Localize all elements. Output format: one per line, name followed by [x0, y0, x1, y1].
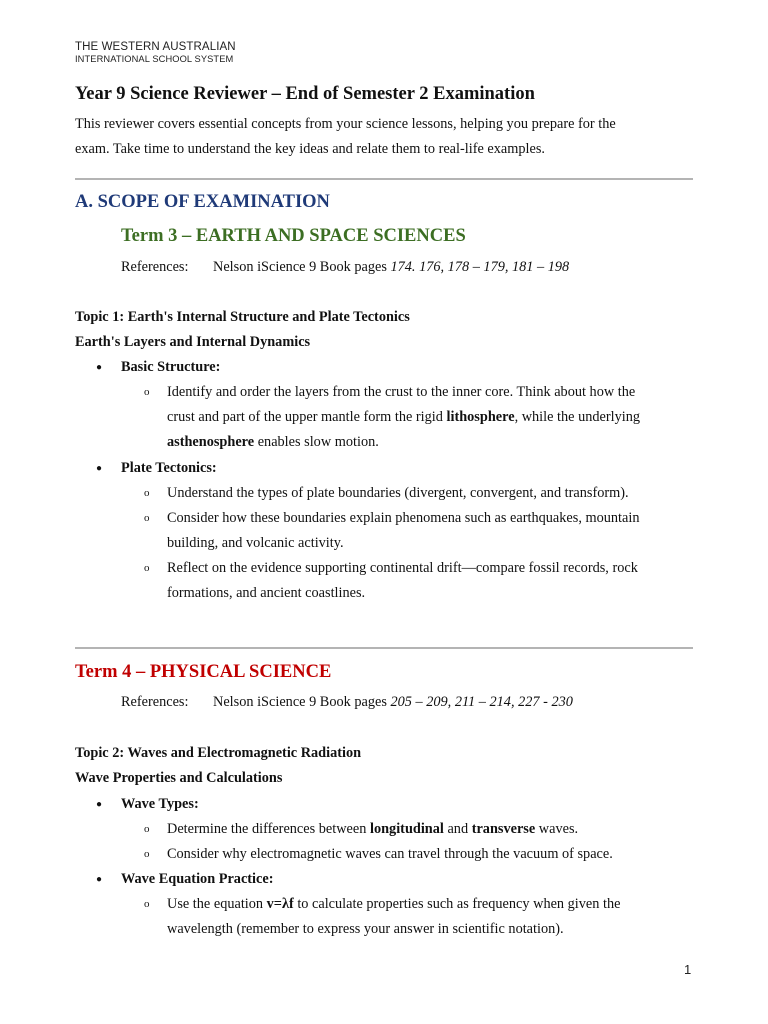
term-asthenosphere: asthenosphere: [167, 434, 255, 450]
plate-tectonics-label: Plate Tectonics:: [121, 460, 217, 476]
circle-bullet-icon: o: [144, 562, 150, 574]
term-transverse: transverse: [471, 821, 536, 837]
topic-1-heading: Topic 1: Earth's Internal Structure and Plate Tectonics: [75, 309, 410, 325]
term4-references-pages: 205 – 209, 211 – 214, 227 - 230: [390, 694, 573, 710]
org-name-line2: INTERNATIONAL SCHOOL SYSTEM: [75, 54, 234, 64]
section-a-heading: A. SCOPE OF EXAMINATION: [75, 192, 330, 212]
term3-references-pages: 174. 176, 178 – 179, 181 – 198: [390, 259, 570, 275]
topic-2-heading: Topic 2: Waves and Electromagnetic Radiation: [75, 745, 362, 761]
term-lithosphere: lithosphere: [446, 409, 515, 425]
divider-2: [75, 647, 693, 649]
wave-equation-item-line-1: [167, 896, 620, 913]
term3-references: [213, 259, 569, 276]
bullet-icon: ●: [96, 874, 103, 885]
intro-line-1: This reviewer covers essential concepts from your science lessons, helping you prepare for the: [75, 116, 616, 132]
text-run: Use the equation: [167, 896, 267, 912]
topic-1-subheading: Earth's Layers and Internal Dynamics: [75, 334, 311, 350]
circle-bullet-icon: o: [144, 823, 150, 835]
plate-tectonics-item-1: Understand the types of plate boundaries (divergent, convergent, and transform).: [167, 485, 629, 501]
wave-equation-label: Wave Equation Practice:: [121, 871, 274, 887]
text-run: Determine the differences between: [167, 821, 370, 837]
term4-references-text: Nelson iScience 9 Book pages: [213, 694, 391, 710]
basic-structure-line-2: [167, 409, 640, 426]
text-run: enables slow motion.: [254, 434, 379, 450]
circle-bullet-icon: o: [144, 848, 150, 860]
divider-1: [75, 178, 693, 180]
term-longitudinal: longitudinal: [369, 821, 444, 837]
wave-equation-formula: v=λf: [266, 896, 294, 912]
wave-types-item-1: [167, 821, 578, 838]
bullet-icon: ●: [96, 362, 103, 373]
page-number: 1: [684, 962, 692, 977]
term4-heading: Term 4 – PHYSICAL SCIENCE: [75, 662, 332, 682]
basic-structure-line-1: Identify and order the layers from the crust to the inner core. Think about how the: [167, 384, 636, 400]
circle-bullet-icon: o: [144, 487, 150, 499]
term3-heading: Term 3 – EARTH AND SPACE SCIENCES: [121, 226, 466, 246]
plate-tectonics-item-3-line-2: formations, and ancient coastlines.: [167, 585, 366, 601]
circle-bullet-icon: o: [144, 512, 150, 524]
plate-tectonics-item-2-line-2: building, and volcanic activity.: [167, 535, 344, 551]
circle-bullet-icon: o: [144, 898, 150, 910]
bullet-icon: ●: [96, 799, 103, 810]
text-run: , while the underlying: [514, 409, 641, 425]
text-run: crust and part of the upper mantle form the rigid: [167, 409, 447, 425]
plate-tectonics-item-3-line-1: Reflect on the evidence supporting continental drift—compare fossil records, rock: [167, 560, 638, 576]
basic-structure-line-3: [167, 434, 379, 451]
org-name-line1: THE WESTERN AUSTRALIAN: [75, 41, 236, 53]
wave-types-item-2: Consider why electromagnetic waves can travel through the vacuum of space.: [167, 846, 613, 862]
term4-references-label: References:: [121, 694, 189, 710]
bullet-icon: ●: [96, 463, 103, 474]
plate-tectonics-item-2-line-1: Consider how these boundaries explain phenomena such as earthquakes, mountain: [167, 510, 640, 526]
term3-references-text: Nelson iScience 9 Book pages: [213, 259, 391, 275]
term3-references-label: References:: [121, 259, 189, 275]
circle-bullet-icon: o: [144, 386, 150, 398]
basic-structure-label: Basic Structure:: [121, 359, 221, 375]
term4-references: [213, 694, 573, 711]
text-run: waves.: [535, 821, 579, 837]
text-run: and: [443, 821, 472, 837]
text-run: to calculate properties such as frequency when given the: [293, 896, 621, 912]
document-title: Year 9 Science Reviewer – End of Semester 2 Examination: [75, 84, 535, 104]
wave-types-label: Wave Types:: [121, 796, 199, 812]
intro-line-2: exam. Take time to understand the key ideas and relate them to real-life examples.: [75, 141, 545, 157]
wave-equation-item-line-2: wavelength (remember to express your answer in scientific notation).: [167, 921, 564, 937]
topic-2-subheading: Wave Properties and Calculations: [75, 770, 283, 786]
